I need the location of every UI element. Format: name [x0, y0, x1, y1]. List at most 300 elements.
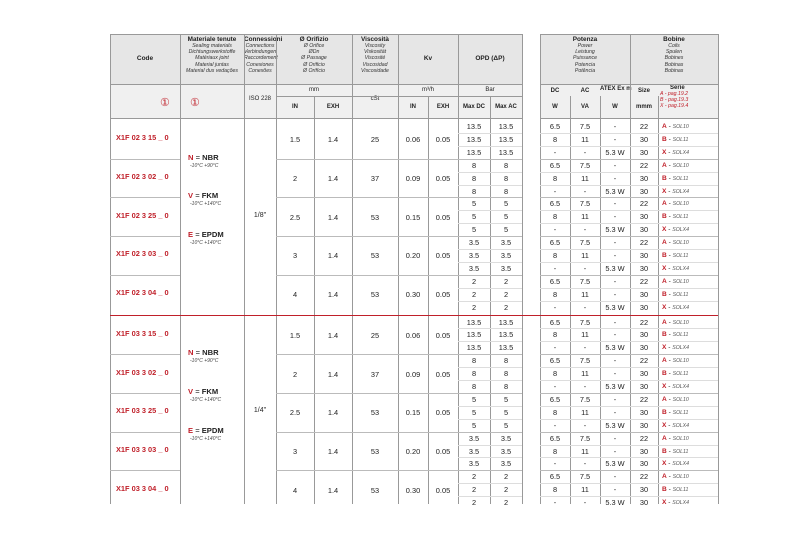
coil-serie: [662, 262, 689, 276]
power-dc: 8: [552, 330, 558, 340]
coil-serie: [662, 159, 689, 173]
coil-dash: -: [666, 226, 673, 234]
coil-letter: A: [662, 357, 667, 365]
coil-size: 30: [639, 186, 649, 196]
coil-dash: -: [666, 161, 673, 169]
orifice-in: 2.5: [289, 408, 301, 418]
bobine-subtitle: Bobinas: [664, 67, 684, 74]
coil-serie-code: SOLX4: [672, 422, 690, 429]
model-separator: [110, 354, 180, 355]
model-code: X1F 02 3 25 _ 0: [116, 210, 169, 220]
coil-size: 22: [639, 433, 649, 443]
materiale-subtitle: Sealing materials: [192, 43, 232, 49]
coil-letter: X: [662, 303, 667, 311]
seal-name: FKM: [201, 386, 219, 396]
power-atex: -: [613, 407, 617, 417]
power-atex: -: [613, 199, 617, 209]
power-ac: 7.5: [579, 433, 591, 443]
header-w-atex: W: [612, 104, 618, 110]
power-ac: 7.5: [579, 472, 591, 482]
coil-size: 22: [639, 276, 649, 286]
potenza-subtitle: Leistung: [575, 49, 595, 56]
power-dc: 6.5: [549, 317, 561, 327]
coil-dash: -: [666, 123, 673, 130]
seal-temp: -10°C +140°C: [190, 201, 222, 208]
coil-dash: -: [666, 135, 673, 143]
opd-max-ac: 5: [503, 420, 509, 430]
coil-dash: -: [666, 187, 673, 195]
power-atex: -: [613, 212, 617, 222]
grid-vline: [718, 34, 719, 504]
coil-letter: X: [662, 383, 667, 390]
coil-serie: [662, 275, 689, 289]
coil-size: 30: [639, 173, 649, 183]
coil-serie-code: SOL11: [672, 291, 689, 298]
coil-letter: B: [662, 408, 667, 416]
power-dc: 6.5: [549, 160, 561, 170]
power-dc: -: [553, 343, 557, 353]
orifice-in: 1.5: [289, 135, 301, 145]
seal-eq: =: [193, 230, 202, 240]
model-code: X1F 02 3 02 _ 0: [116, 172, 169, 182]
kv-exh: 0.05: [435, 408, 451, 418]
power-dc: 8: [552, 369, 558, 379]
orifice-in: 3: [292, 446, 298, 456]
power-ac: -: [583, 343, 587, 353]
coil-size: 22: [639, 317, 649, 327]
grid-hline: [276, 96, 522, 97]
coil-size: 30: [639, 251, 649, 260]
header-mmm: mmm: [635, 104, 652, 110]
coil-serie-code: SOL10: [672, 358, 689, 365]
header-in: IN: [292, 104, 298, 110]
coil-letter: X: [662, 499, 667, 507]
viscosity: 53: [370, 212, 380, 222]
kv-exh: 0.05: [435, 135, 451, 145]
power-dc: 8: [552, 446, 558, 456]
orifice-in: 2: [292, 369, 298, 379]
coil-serie: [662, 185, 689, 199]
coil-size: 30: [639, 446, 649, 456]
seal-temp: -10°C +140°C: [190, 396, 222, 403]
viscosity: 25: [370, 330, 380, 340]
power-atex: -: [613, 330, 617, 340]
coil-dash: -: [666, 174, 673, 182]
coil-dash: -: [666, 408, 673, 416]
model-code: X1F 03 3 02 _ 0: [116, 367, 169, 377]
orifice-in: 4: [292, 485, 298, 495]
model-code: X1F 03 3 25 _ 0: [116, 406, 169, 416]
seal-name: EPDM: [201, 425, 224, 435]
coil-serie-code: SOL10: [672, 435, 689, 442]
coil-letter: A: [662, 395, 667, 403]
power-atex: -: [613, 289, 617, 299]
model-separator: [110, 236, 180, 237]
opd-max-dc: 5: [471, 420, 477, 430]
coil-size: 30: [639, 302, 649, 312]
orifice-in: 2: [292, 174, 298, 184]
opd-max-ac: 2: [503, 289, 509, 299]
orifice-exh: 1.4: [327, 174, 339, 184]
kv-in: 0.09: [405, 369, 421, 379]
grid-vline: [244, 34, 245, 504]
coil-letter: A: [662, 123, 667, 130]
opd-max-ac: 3.5: [500, 433, 512, 443]
model-separator: [110, 432, 180, 433]
materiale-subtitle: Material dus vedações: [186, 67, 238, 74]
power-dc: -: [553, 263, 557, 273]
circle-marker-code: ①: [160, 97, 170, 109]
power-atex: -: [613, 433, 617, 443]
coil-serie-code: SOL10: [672, 278, 689, 285]
grid-vline: [352, 34, 353, 504]
coil-serie: [662, 367, 688, 381]
kv-exh: 0.05: [435, 290, 451, 300]
coil-dash: -: [666, 395, 673, 403]
grid-hline: [540, 118, 718, 119]
connection-size: 1/8": [253, 211, 267, 219]
opd-max-ac: 2: [503, 498, 509, 508]
coil-dash: -: [666, 447, 673, 455]
coil-dash: -: [666, 318, 673, 326]
grid-hline: [110, 118, 522, 119]
grid-vline: [180, 34, 181, 504]
connessioni-subtitle: Connections: [245, 43, 275, 49]
power-ac: 11: [581, 251, 589, 260]
coil-serie-code: SOLX4: [672, 227, 690, 234]
circle-marker-seal: ①: [190, 97, 200, 109]
opd-max-dc: 8: [471, 160, 477, 170]
power-atex: 5.3 W: [605, 186, 625, 196]
power-dc: 8: [552, 212, 558, 222]
power-dc: 6.5: [549, 238, 561, 248]
orifice-exh: 1.4: [327, 290, 339, 300]
viscosity: 53: [370, 251, 380, 261]
opd-max-dc: 8: [471, 382, 477, 391]
opd-max-ac: 8: [503, 186, 509, 196]
seal-material: [188, 348, 219, 357]
power-ac: 11: [581, 212, 589, 222]
coil-serie-code: SOLX4: [672, 500, 690, 507]
kv-in: 0.09: [405, 174, 421, 184]
orifice-exh: 1.4: [327, 135, 339, 145]
orifice-exh: 1.4: [327, 212, 339, 222]
coil-serie: [662, 406, 688, 420]
viscosity: 53: [370, 290, 380, 300]
coil-size: 22: [639, 199, 649, 209]
coil-serie: [662, 419, 689, 433]
header-kv: Kv: [423, 55, 433, 62]
bobine-subtitle: Spulen: [665, 49, 683, 56]
opd-max-ac: 5: [503, 225, 509, 235]
kv-in: 0.30: [405, 485, 421, 495]
seal-code: N: [188, 348, 194, 358]
orifice-exh: 1.4: [327, 485, 339, 495]
coil-letter: A: [662, 434, 667, 442]
header-kv-exh: EXH: [436, 104, 450, 110]
opd-max-dc: 3.5: [468, 263, 480, 273]
coil-serie: [662, 146, 689, 160]
coil-serie: [662, 288, 688, 302]
iso-label: ISO 228: [248, 96, 271, 102]
opd-max-dc: 8: [471, 186, 477, 196]
bobine-subtitle: Bobines: [664, 55, 684, 62]
coil-serie-code: SOL11: [672, 371, 689, 378]
header-w-dc: W: [552, 104, 558, 110]
power-dc: 8: [552, 289, 558, 299]
opd-max-dc: 8: [471, 369, 477, 379]
coil-serie: [662, 301, 689, 315]
coil-dash: -: [666, 421, 673, 429]
coil-serie: [662, 316, 689, 330]
coil-size: 30: [639, 498, 649, 508]
power-ac: 11: [581, 446, 589, 456]
coil-dash: -: [666, 252, 673, 259]
potenza-subtitle: Puissance: [573, 55, 597, 62]
coil-serie: [662, 445, 688, 459]
coil-dash: -: [666, 331, 673, 339]
power-ac: 11: [581, 485, 589, 495]
coil-letter: A: [662, 318, 667, 326]
viscosity: 53: [370, 446, 380, 456]
header-code: Code: [136, 55, 154, 62]
orifizio-title: Ø Orifizio: [299, 36, 329, 43]
opd-max-dc: 3.5: [468, 446, 480, 456]
header-exh: EXH: [326, 104, 340, 110]
coil-serie-code: SOL11: [672, 332, 689, 339]
orifizio-subtitle: ØDn: [308, 49, 320, 56]
seal-eq: =: [193, 191, 202, 201]
serie-page: A - pag.19.2: [660, 91, 689, 97]
viscosity: 25: [370, 135, 380, 145]
bobine-title: Bobine: [663, 36, 685, 43]
opd-max-ac: 3.5: [500, 251, 512, 260]
coil-serie-code: SOL10: [672, 124, 689, 130]
seal-code: E: [188, 230, 194, 240]
power-atex: 5.3 W: [605, 343, 625, 353]
coil-dash: -: [666, 303, 673, 311]
viscosita-subtitle: Viskosität: [363, 49, 387, 56]
coil-serie: [662, 210, 688, 224]
opd-max-ac: 13.5: [498, 122, 514, 131]
power-dc: 8: [552, 251, 558, 260]
power-ac: 11: [581, 330, 589, 340]
kv-in: 0.06: [405, 330, 421, 340]
power-dc: 6.5: [549, 356, 561, 366]
coil-letter: B: [662, 174, 667, 182]
kv-exh: 0.05: [435, 174, 451, 184]
header-opd: OPD (ΔP): [475, 55, 505, 62]
power-ac: 11: [581, 407, 589, 417]
coil-serie-code: SOL11: [672, 487, 689, 494]
opd-max-ac: 2: [503, 485, 509, 495]
power-ac: -: [583, 302, 587, 312]
seal-name: EPDM: [201, 230, 224, 240]
seal-temp: -10°C +140°C: [190, 435, 222, 442]
coil-letter: A: [662, 473, 667, 481]
coil-size: 30: [639, 212, 649, 222]
coil-dash: -: [666, 148, 673, 156]
coil-size: 30: [639, 343, 649, 353]
opd-max-dc: 8: [471, 173, 477, 183]
seal-material: [188, 191, 218, 200]
kv-in: 0.06: [405, 135, 421, 145]
coil-size: 30: [639, 225, 649, 235]
coil-serie: [662, 483, 688, 497]
coil-letter: A: [662, 277, 667, 285]
power-dc: -: [553, 420, 557, 430]
connessioni-title: Connessioni: [244, 36, 283, 43]
coil-dash: -: [666, 344, 673, 352]
power-ac: 7.5: [579, 356, 591, 366]
seal-material: [188, 153, 219, 162]
power-dc: 6.5: [549, 433, 561, 443]
orifice-exh: 1.4: [327, 330, 339, 340]
coil-serie-code: SOL10: [672, 396, 689, 403]
orifizio-subtitle: Ø Orifice: [303, 43, 325, 49]
coil-serie: [662, 496, 689, 510]
kv-in: 0.15: [405, 212, 421, 222]
materiale-subtitle: Material juntas: [195, 61, 229, 68]
orifice-in: 3: [292, 251, 298, 261]
power-dc: -: [553, 498, 557, 508]
power-dc: 8: [552, 485, 558, 495]
coil-size: 30: [639, 263, 649, 273]
power-atex: -: [613, 251, 617, 260]
coil-letter: B: [662, 213, 667, 221]
opd-max-dc: 13.5: [466, 122, 482, 131]
coil-size: 30: [639, 147, 649, 157]
coil-size: 30: [639, 407, 649, 417]
coil-serie-code: SOL11: [672, 253, 689, 259]
power-ac: 11: [581, 369, 589, 379]
connessioni-subtitle: Raccordement: [244, 55, 278, 62]
viscosita-subtitle: Viscosité: [364, 55, 386, 62]
power-ac: 11: [581, 173, 589, 183]
coil-serie-code: SOL11: [672, 175, 689, 182]
power-ac: -: [583, 147, 587, 157]
orifice-exh: 1.4: [327, 251, 339, 261]
potenza-subtitle: Potência: [574, 67, 596, 74]
opd-max-dc: 3.5: [468, 251, 480, 260]
seal-code: E: [188, 425, 194, 435]
seal-code: V: [188, 386, 194, 396]
power-dc: 6.5: [549, 199, 561, 209]
opd-max-dc: 2: [471, 485, 477, 495]
potenza-subtitle: Power: [577, 43, 593, 49]
coil-size: 30: [639, 485, 649, 495]
viscosita-subtitle: Viscosity: [364, 43, 386, 49]
opd-max-dc: 8: [471, 356, 477, 366]
serie-page: X - pag.19.4: [660, 103, 689, 109]
opd-max-dc: 13.5: [466, 343, 482, 353]
power-dc: -: [553, 186, 557, 196]
coil-serie: [662, 249, 688, 263]
power-ac: 7.5: [579, 199, 591, 209]
opd-max-ac: 13.5: [498, 330, 514, 340]
coil-letter: X: [662, 421, 667, 429]
orifice-exh: 1.4: [327, 369, 339, 379]
model-code: X1F 03 3 03 _ 0: [116, 444, 169, 454]
coil-serie: [662, 380, 689, 394]
kv-exh: 0.05: [435, 330, 451, 340]
header-atex: ATEX Ex m: [600, 86, 632, 92]
opd-max-dc: 13.5: [466, 147, 482, 157]
model-separator: [110, 393, 180, 394]
kv-exh: 0.05: [435, 485, 451, 495]
opd-max-ac: 13.5: [498, 147, 514, 157]
seal-temp: -10°C +140°C: [190, 240, 222, 247]
seal-material: [188, 230, 224, 239]
power-ac: -: [583, 498, 587, 508]
header-serie: Serie: [670, 85, 685, 91]
power-ac: 7.5: [579, 317, 591, 327]
opd-max-dc: 3.5: [468, 433, 480, 443]
coil-serie-code: SOLX4: [672, 304, 690, 311]
connection-size: 1/4": [253, 407, 267, 415]
seal-code: V: [188, 191, 194, 201]
coil-serie: [662, 393, 689, 407]
coil-serie: [662, 133, 688, 147]
power-ac: 7.5: [579, 160, 591, 170]
opd-max-ac: 3.5: [500, 238, 512, 248]
viscosita-subtitle: Viscosidad: [362, 61, 388, 68]
kv-exh: 0.05: [435, 212, 451, 222]
viscosity: 53: [370, 408, 380, 418]
power-dc: -: [553, 302, 557, 312]
coil-serie: [662, 120, 689, 134]
model-separator: [110, 470, 180, 471]
opd-max-ac: 8: [503, 369, 509, 379]
coil-letter: B: [662, 486, 667, 494]
power-ac: 7.5: [579, 238, 591, 248]
coil-serie-code: SOL10: [672, 201, 689, 208]
coil-size: 22: [639, 238, 649, 248]
header-kv-in: IN: [410, 104, 416, 110]
coil-serie-code: SOL11: [672, 136, 689, 143]
coil-serie: [662, 341, 689, 355]
model-code: X1F 02 3 04 _ 0: [116, 288, 169, 298]
opd-max-ac: 8: [503, 173, 509, 183]
coil-letter: X: [662, 226, 667, 234]
header-dc: DC: [550, 88, 560, 94]
unit-cst: cSt: [370, 96, 380, 102]
model-separator: [110, 275, 180, 276]
viscosita-title: Viscosità: [361, 36, 389, 43]
unit-m3h: m³/h: [422, 87, 434, 93]
coil-letter: A: [662, 239, 667, 247]
unit-mm: mm: [309, 87, 319, 93]
power-atex: 5.3 W: [605, 382, 625, 391]
orifice-exh: 1.4: [327, 408, 339, 418]
coil-letter: X: [662, 148, 667, 156]
coil-size: 22: [639, 160, 649, 170]
coil-dash: -: [666, 357, 673, 365]
opd-max-ac: 8: [503, 382, 509, 391]
seal-eq: =: [193, 152, 203, 162]
viscosity: 53: [370, 485, 380, 495]
connessioni-subtitle: Conexiones: [246, 61, 274, 68]
coil-serie-code: SOLX4: [672, 265, 690, 272]
power-atex: -: [613, 485, 617, 495]
coil-size: 30: [639, 289, 649, 299]
coil-serie-code: SOLX4: [672, 345, 690, 352]
opd-max-dc: 3.5: [468, 459, 480, 469]
grid-vline: [398, 34, 399, 504]
coil-letter: B: [662, 135, 667, 143]
bobine-subtitle: Coils: [668, 43, 680, 49]
coil-letter: A: [662, 200, 667, 208]
